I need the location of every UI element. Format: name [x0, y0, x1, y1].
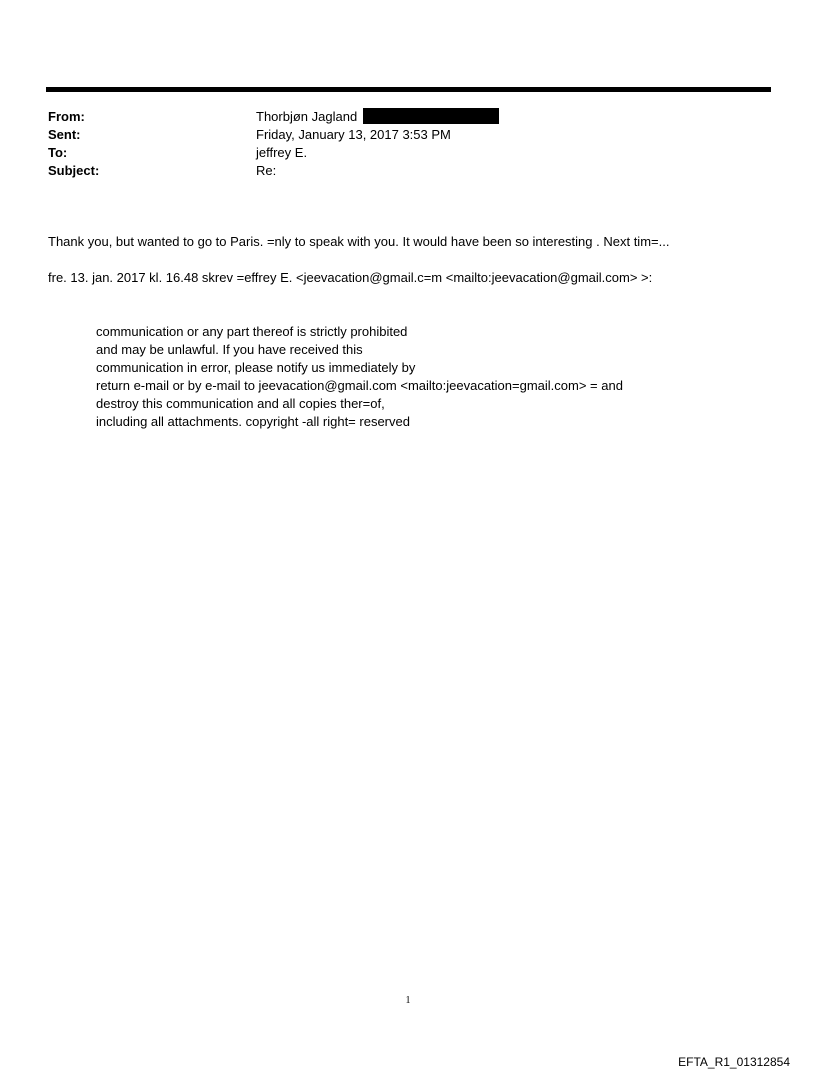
quoted-line: communication in error, please notify us immediately by	[96, 360, 416, 375]
email-header	[48, 108, 748, 180]
quoted-line: return e-mail or by e-mail to jeevacation@gmail.com <mailto:jeevacation=gmail.com> = and	[96, 378, 623, 393]
sender-name: Thorbjøn Jagland	[256, 109, 358, 124]
quoted-line: communication or any part thereof is strictly prohibited	[96, 324, 408, 339]
quoted-line: and may be unlawful. If you have received this	[96, 342, 363, 357]
from-label: From:	[48, 109, 85, 124]
sent-label: Sent:	[48, 127, 81, 142]
sent-value: Friday, January 13, 2017 3:53 PM	[256, 127, 451, 142]
sent-row	[48, 126, 748, 144]
header-divider	[46, 87, 771, 92]
to-value: jeffrey E.	[256, 145, 308, 160]
quoted-line: including all attachments. copyright -all right= reserved	[96, 414, 410, 429]
from-row	[48, 108, 748, 126]
message-body-line: Thank you, but wanted to go to Paris. =nly to speak with you. It would have been so interesting . Next tim=...	[48, 234, 670, 249]
to-label: To:	[48, 145, 68, 160]
page-number: 1	[405, 995, 411, 1006]
quoted-disclaimer	[96, 323, 623, 431]
from-value	[256, 108, 748, 126]
subject-label: Subject:	[48, 163, 100, 178]
subject-row	[48, 162, 748, 180]
document-id: EFTA_R1_01312854	[678, 1055, 790, 1069]
redaction-box	[363, 108, 499, 124]
reply-attribution-line: fre. 13. jan. 2017 kl. 16.48 skrev =effrey E. <jeevacation@gmail.c=m <mailto:jeevacation@gmail.com> >:	[48, 270, 653, 285]
quoted-line: destroy this communication and all copies ther=of,	[96, 396, 385, 411]
to-row	[48, 144, 748, 162]
subject-value: Re:	[256, 163, 277, 178]
